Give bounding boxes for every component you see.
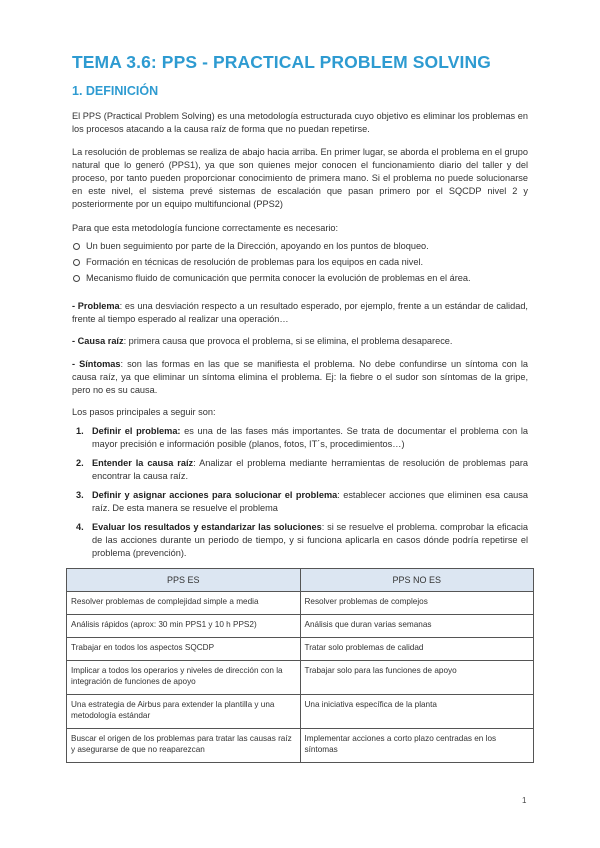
bullet-circle-icon xyxy=(73,259,80,266)
bullet-circle-icon xyxy=(73,275,80,282)
paragraph-pasos: Los pasos principales a seguir son: xyxy=(72,407,216,417)
document-title: TEMA 3.6: PPS - PRACTICAL PROBLEM SOLVING xyxy=(72,52,491,72)
table-cell: Implicar a todos los operarios y niveles de dirección con la integración de funciones de apoyo xyxy=(67,661,301,695)
table-cell: Una iniciativa específica de la planta xyxy=(300,695,534,729)
table-cell: Resolver problemas de complejidad simple a media xyxy=(67,592,301,615)
requirements-list xyxy=(72,240,528,288)
table-cell: Buscar el origen de los problemas para tratar las causas raíz y asegurarse de que no reaparezcan xyxy=(67,729,301,763)
definition-problema: - Problema: es una desviación respecto a un resultado esperado, por ejemplo, frente a un estándar de calidad, frente al tiempo esperado al realizar una operación… xyxy=(72,301,528,324)
table-row xyxy=(67,661,534,695)
table-cell: Tratar solo problemas de calidad xyxy=(300,638,534,661)
table-header-pps-no-es: PPS NO ES xyxy=(300,569,534,592)
list-item: 3. Definir y asignar acciones para solucionar el problema: establecer acciones que eliminen esa causa raíz. De esta manera se resuelve el problema xyxy=(76,490,528,513)
table-row xyxy=(67,592,534,615)
page-number: 1 xyxy=(522,796,527,805)
table-cell: Trabajar en todos los aspectos SQCDP xyxy=(67,638,301,661)
table-row xyxy=(67,729,534,763)
paragraph-requisitos: Para que esta metodología funcione correctamente es necesario: xyxy=(72,223,339,233)
table-row xyxy=(67,695,534,729)
list-item: Formación en técnicas de resolución de problemas para los equipos en cada nivel. xyxy=(72,256,528,269)
bullet-circle-icon xyxy=(73,243,80,250)
table-header-row xyxy=(67,569,534,592)
table-row xyxy=(67,638,534,661)
table-header-pps-es: PPS ES xyxy=(67,569,301,592)
definition-causa-raiz: - Causa raíz: primera causa que provoca el problema, si se elimina, el problema desaparece. xyxy=(72,336,453,346)
comparison-table xyxy=(66,568,534,763)
list-item: 4. Evaluar los resultados y estandarizar las soluciones: si se resuelve el problema. comprobar la eficacia de las acciones durante un periodo de tiempo, y si funciona aplicarla en casos dónde podría repetirse el problema (prevención). xyxy=(76,522,528,558)
paragraph-resolucion: La resolución de problemas se realiza de abajo hacia arriba. En primer lugar, se aborda el problema en el grupo natural que lo generó (PPS1), ya que son quienes mejor conocen el funcionamiento diario del taller y del proceso, por tanto pueden proporcionar conocimiento de primera mano. Si el problema no puede solucionarse en este nivel, el sistema prevé sistemas de escalación que pasan primero por el SQCDP nivel 2 y posteriormente por un equipo multifuncional (PPS2) xyxy=(72,147,528,209)
paragraph-intro: El PPS (Practical Problem Solving) es una metodología estructurada cuyo objetivo es eliminar los problemas en los procesos atacando a la causa raíz de forma que no puedan repetirse. xyxy=(72,111,528,134)
list-item: 2. Entender la causa raíz: Analizar el problema mediante herramientas de resolución de problemas para encontrar la causa raíz. xyxy=(76,458,528,481)
table-cell: Análisis rápidos (aprox: 30 min PPS1 y 10 h PPS2) xyxy=(67,615,301,638)
table-cell: Implementar acciones a corto plazo centradas en los síntomas xyxy=(300,729,534,763)
steps-list xyxy=(72,425,528,566)
list-item: Un buen seguimiento por parte de la Dirección, apoyando en los puntos de bloqueo. xyxy=(72,240,528,253)
table-cell: Trabajar solo para las funciones de apoyo xyxy=(300,661,534,695)
list-item: 1. Definir el problema: es una de las fases más importantes. Se trata de documentar el problema con la mayor precisión e información posible (planos, fotos, IT´s, procedimientos…) xyxy=(76,426,529,449)
table-cell: Una estrategia de Airbus para extender la plantilla y una metodología estándar xyxy=(67,695,301,729)
table-cell: Resolver problemas de complejos xyxy=(300,592,534,615)
definition-sintomas: - Síntomas: son las formas en las que se manifiesta el problema. No debe confundirse un síntoma con la causa raíz, ya que eliminar un síntoma elimina el problema. Ej: la fiebre o el sudor son síntomas de la gripe, pero no es su causa. xyxy=(72,359,528,395)
table-row xyxy=(67,615,534,638)
section-heading-definicion: 1. DEFINICIÓN xyxy=(72,84,159,98)
list-item: Mecanismo fluido de comunicación que permita conocer la evolución de problemas en el área. xyxy=(72,272,528,285)
table-cell: Análisis que duran varias semanas xyxy=(300,615,534,638)
